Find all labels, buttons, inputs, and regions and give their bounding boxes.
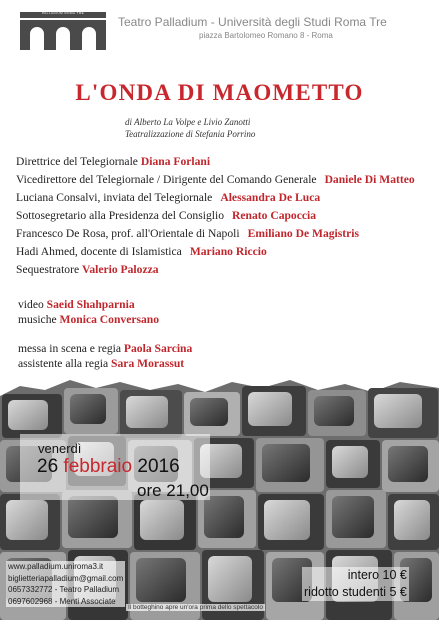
cast-actor: Mariano Riccio: [189, 245, 267, 258]
crew-direction: [18, 341, 192, 371]
cast-actor: Emiliano De Magistris: [247, 227, 360, 240]
cast-actor: Valerio Palozza: [82, 263, 159, 276]
crew-row: [18, 341, 192, 356]
cast-row: [16, 171, 436, 189]
cast-list: [16, 153, 436, 279]
crew-name: Saeid Shahparnia: [46, 298, 135, 311]
theatre-facade-icon: [20, 12, 106, 50]
website-link[interactable]: www.palladium.uniroma3.it: [6, 561, 125, 573]
cast-role: Francesco De Rosa, prof. all'Orientale di Napoli: [16, 227, 240, 240]
event-date: [37, 456, 180, 478]
cast-role: Sequestratore: [16, 263, 80, 276]
crew-role: musiche: [18, 313, 57, 326]
cast-role: Vicedirettore del Telegiornale / Dirigente del Comando Generale: [16, 173, 317, 186]
cast-role: Direttrice del Telegiornale: [16, 155, 138, 168]
play-title: L'ONDA DI MAOMETTO: [75, 80, 364, 105]
cast-row: [16, 261, 436, 279]
event-day: 26: [37, 456, 59, 477]
cast-actor: Diana Forlani: [140, 155, 211, 168]
theatre-name: Teatro Palladium - Università degli Studi Roma Tre: [118, 15, 387, 29]
crew-name: Sara Morassut: [111, 357, 185, 370]
phone-theatre: 0657332772 - Teatro Palladium: [6, 584, 125, 596]
adaptation-credit: Teatralizzazione di Stefania Porrino: [125, 129, 256, 139]
cast-actor: Daniele Di Matteo: [324, 173, 415, 186]
cast-role: Hadi Ahmed, docente di Islamistica: [16, 245, 182, 258]
contact-info: [6, 561, 125, 607]
phone-menti: 0697602968 - Menti Associate: [6, 596, 125, 608]
authors-credit: di Alberto La Volpe e Livio Zanotti: [125, 117, 251, 127]
event-weekday: venerdì: [38, 441, 82, 456]
crew-role: messa in scena e regia: [18, 342, 122, 355]
crew-row: [18, 312, 159, 327]
cast-row: [16, 207, 436, 225]
event-month: febbraio: [63, 456, 133, 477]
logo-text: PALLADIUM ROMA TRE: [41, 11, 85, 15]
crew-row: [18, 297, 159, 312]
crew-role: video: [18, 298, 44, 311]
theatre-address: piazza Bartolomeo Romano 8 - Roma: [199, 31, 333, 40]
price-students: ridotto studenti 5 €: [304, 585, 407, 599]
cast-row: [16, 153, 436, 171]
cast-row: [16, 225, 436, 243]
crew-name: Monica Conversano: [59, 313, 160, 326]
cast-role: Sottosegretario alla Presidenza del Consiglio: [16, 209, 224, 222]
email-link[interactable]: biglietteriapalladium@gmail.com: [8, 573, 124, 583]
cast-actor: Renato Capoccia: [232, 209, 317, 222]
crew-row: [18, 356, 192, 371]
cast-role: Luciana Consalvi, inviata del Telegiornale: [16, 191, 213, 204]
box-office-note: Il botteghino apre un'ora prima dello spettacolo: [128, 604, 263, 611]
event-time: ore 21,00: [137, 481, 209, 500]
cast-row: [16, 189, 436, 207]
ticket-prices: [302, 567, 409, 601]
palladium-logo: [20, 12, 106, 50]
event-year: 2016: [137, 456, 180, 477]
price-full: intero 10 €: [302, 567, 409, 584]
crew-media: [18, 297, 159, 327]
crew-role: assistente alla regia: [18, 357, 109, 370]
cast-actor: Alessandra De Luca: [220, 191, 321, 204]
cast-row: [16, 243, 436, 261]
crew-name: Paola Sarcina: [123, 342, 193, 355]
